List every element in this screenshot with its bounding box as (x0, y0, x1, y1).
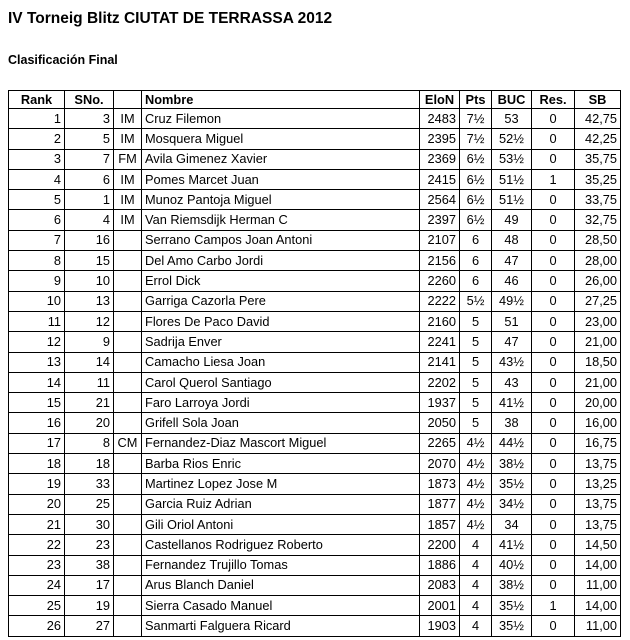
cell-buc: 34½ (492, 494, 532, 514)
header-res: Res. (532, 91, 575, 109)
cell-buc: 43 (492, 372, 532, 392)
cell-sb: 13,75 (575, 494, 621, 514)
cell-res: 0 (532, 372, 575, 392)
cell-name: Cruz Filemon (142, 109, 420, 129)
cell-rank: 3 (9, 149, 65, 169)
cell-buc: 41½ (492, 393, 532, 413)
cell-title (114, 514, 142, 534)
cell-sb: 13,75 (575, 454, 621, 474)
cell-sb: 23,00 (575, 311, 621, 331)
header-rank: Rank (9, 91, 65, 109)
cell-rank: 12 (9, 332, 65, 352)
cell-name: Barba Rios Enric (142, 454, 420, 474)
cell-sb: 21,00 (575, 332, 621, 352)
cell-sno: 30 (65, 514, 114, 534)
cell-sno: 19 (65, 596, 114, 616)
cell-name: Flores De Paco David (142, 311, 420, 331)
cell-title (114, 575, 142, 595)
cell-buc: 35½ (492, 596, 532, 616)
cell-sno: 20 (65, 413, 114, 433)
table-row (9, 393, 621, 413)
cell-name: Del Amo Carbo Jordi (142, 251, 420, 271)
cell-pts: 4 (460, 616, 492, 636)
cell-title (114, 332, 142, 352)
cell-name: Errol Dick (142, 271, 420, 291)
cell-pts: 6 (460, 251, 492, 271)
cell-elo: 2483 (420, 109, 460, 129)
cell-pts: 7½ (460, 109, 492, 129)
cell-rank: 20 (9, 494, 65, 514)
cell-rank: 16 (9, 413, 65, 433)
cell-title: IM (114, 129, 142, 149)
cell-res: 0 (532, 454, 575, 474)
cell-elo: 2265 (420, 433, 460, 453)
table-row (9, 575, 621, 595)
cell-name: Grifell Sola Joan (142, 413, 420, 433)
table-row (9, 352, 621, 372)
cell-sno: 18 (65, 454, 114, 474)
cell-title: IM (114, 109, 142, 129)
cell-title (114, 494, 142, 514)
cell-title (114, 271, 142, 291)
cell-elo: 2160 (420, 311, 460, 331)
cell-title (114, 291, 142, 311)
table-row (9, 372, 621, 392)
cell-res: 0 (532, 129, 575, 149)
header-buc: BUC (492, 91, 532, 109)
cell-name: Sanmarti Falguera Ricard (142, 616, 420, 636)
cell-title (114, 352, 142, 372)
cell-name: Munoz Pantoja Miguel (142, 190, 420, 210)
table-body (9, 109, 621, 637)
cell-title: IM (114, 169, 142, 189)
cell-pts: 4½ (460, 514, 492, 534)
cell-pts: 4 (460, 555, 492, 575)
cell-buc: 53½ (492, 149, 532, 169)
cell-res: 0 (532, 474, 575, 494)
cell-pts: 4 (460, 596, 492, 616)
cell-sb: 16,75 (575, 433, 621, 453)
cell-title: CM (114, 433, 142, 453)
table-row (9, 555, 621, 575)
cell-elo: 2369 (420, 149, 460, 169)
cell-pts: 5½ (460, 291, 492, 311)
cell-sb: 35,25 (575, 169, 621, 189)
cell-name: Serrano Campos Joan Antoni (142, 230, 420, 250)
cell-pts: 6½ (460, 190, 492, 210)
cell-res: 0 (532, 251, 575, 271)
cell-sb: 14,00 (575, 555, 621, 575)
cell-res: 0 (532, 514, 575, 534)
cell-pts: 6½ (460, 169, 492, 189)
cell-sb: 42,75 (575, 109, 621, 129)
cell-elo: 2156 (420, 251, 460, 271)
table-row (9, 535, 621, 555)
cell-res: 0 (532, 190, 575, 210)
cell-rank: 2 (9, 129, 65, 149)
cell-res: 0 (532, 311, 575, 331)
cell-sno: 6 (65, 169, 114, 189)
cell-rank: 25 (9, 596, 65, 616)
cell-rank: 11 (9, 311, 65, 331)
cell-elo: 1903 (420, 616, 460, 636)
cell-elo: 2107 (420, 230, 460, 250)
cell-name: Camacho Liesa Joan (142, 352, 420, 372)
cell-buc: 47 (492, 251, 532, 271)
cell-title (114, 535, 142, 555)
cell-elo: 1886 (420, 555, 460, 575)
cell-res: 0 (532, 616, 575, 636)
cell-elo: 1873 (420, 474, 460, 494)
cell-sno: 11 (65, 372, 114, 392)
table-row (9, 332, 621, 352)
cell-sb: 35,75 (575, 149, 621, 169)
cell-rank: 15 (9, 393, 65, 413)
table-row (9, 190, 621, 210)
cell-rank: 24 (9, 575, 65, 595)
cell-title (114, 251, 142, 271)
cell-name: Arus Blanch Daniel (142, 575, 420, 595)
cell-elo: 2141 (420, 352, 460, 372)
cell-buc: 53 (492, 109, 532, 129)
cell-name: Castellanos Rodriguez Roberto (142, 535, 420, 555)
cell-title (114, 372, 142, 392)
cell-rank: 4 (9, 169, 65, 189)
cell-sno: 16 (65, 230, 114, 250)
cell-name: Mosquera Miguel (142, 129, 420, 149)
cell-elo: 2222 (420, 291, 460, 311)
cell-elo: 2395 (420, 129, 460, 149)
cell-res: 1 (532, 169, 575, 189)
cell-elo: 2260 (420, 271, 460, 291)
cell-res: 0 (532, 291, 575, 311)
cell-buc: 38½ (492, 454, 532, 474)
cell-res: 1 (532, 596, 575, 616)
cell-sno: 38 (65, 555, 114, 575)
cell-rank: 26 (9, 616, 65, 636)
cell-res: 0 (532, 352, 575, 372)
cell-rank: 17 (9, 433, 65, 453)
cell-pts: 7½ (460, 129, 492, 149)
table-row (9, 514, 621, 534)
cell-sb: 14,00 (575, 596, 621, 616)
standings-table (8, 90, 621, 637)
cell-title (114, 311, 142, 331)
cell-buc: 44½ (492, 433, 532, 453)
cell-pts: 5 (460, 372, 492, 392)
header-title (114, 91, 142, 109)
cell-sno: 13 (65, 291, 114, 311)
cell-elo: 2200 (420, 535, 460, 555)
cell-sb: 33,75 (575, 190, 621, 210)
cell-sno: 27 (65, 616, 114, 636)
cell-rank: 14 (9, 372, 65, 392)
cell-rank: 21 (9, 514, 65, 534)
cell-sb: 21,00 (575, 372, 621, 392)
cell-name: Garriga Cazorla Pere (142, 291, 420, 311)
cell-sb: 27,25 (575, 291, 621, 311)
cell-buc: 41½ (492, 535, 532, 555)
cell-sb: 28,00 (575, 251, 621, 271)
cell-elo: 2241 (420, 332, 460, 352)
cell-sno: 8 (65, 433, 114, 453)
cell-title: IM (114, 210, 142, 230)
cell-pts: 6 (460, 230, 492, 250)
cell-sb: 42,25 (575, 129, 621, 149)
cell-pts: 6½ (460, 210, 492, 230)
cell-title (114, 413, 142, 433)
cell-rank: 13 (9, 352, 65, 372)
header-name: Nombre (142, 91, 420, 109)
cell-buc: 38 (492, 413, 532, 433)
cell-rank: 9 (9, 271, 65, 291)
table-row (9, 169, 621, 189)
cell-buc: 51½ (492, 169, 532, 189)
cell-res: 0 (532, 575, 575, 595)
cell-buc: 46 (492, 271, 532, 291)
cell-name: Fernandez-Diaz Mascort Miguel (142, 433, 420, 453)
cell-rank: 19 (9, 474, 65, 494)
table-row (9, 149, 621, 169)
cell-title (114, 230, 142, 250)
cell-sb: 11,00 (575, 616, 621, 636)
cell-sno: 1 (65, 190, 114, 210)
header-sb: SB (575, 91, 621, 109)
cell-title (114, 454, 142, 474)
cell-buc: 35½ (492, 616, 532, 636)
table-row (9, 129, 621, 149)
cell-rank: 1 (9, 109, 65, 129)
cell-sno: 17 (65, 575, 114, 595)
table-row (9, 230, 621, 250)
table-row (9, 109, 621, 129)
cell-res: 0 (532, 230, 575, 250)
cell-buc: 49½ (492, 291, 532, 311)
cell-name: Gili Oriol Antoni (142, 514, 420, 534)
table-row (9, 616, 621, 636)
cell-sb: 13,25 (575, 474, 621, 494)
table-row (9, 210, 621, 230)
cell-sb: 28,50 (575, 230, 621, 250)
cell-pts: 4½ (460, 433, 492, 453)
cell-name: Fernandez Trujillo Tomas (142, 555, 420, 575)
cell-buc: 51½ (492, 190, 532, 210)
cell-res: 0 (532, 555, 575, 575)
table-row (9, 271, 621, 291)
table-row (9, 311, 621, 331)
cell-res: 0 (532, 494, 575, 514)
cell-buc: 40½ (492, 555, 532, 575)
cell-rank: 6 (9, 210, 65, 230)
cell-elo: 1877 (420, 494, 460, 514)
table-row (9, 454, 621, 474)
cell-res: 0 (532, 433, 575, 453)
cell-sb: 13,75 (575, 514, 621, 534)
cell-elo: 2202 (420, 372, 460, 392)
cell-sno: 4 (65, 210, 114, 230)
cell-buc: 49 (492, 210, 532, 230)
cell-res: 0 (532, 393, 575, 413)
cell-buc: 43½ (492, 352, 532, 372)
cell-rank: 10 (9, 291, 65, 311)
cell-title (114, 596, 142, 616)
cell-elo: 1937 (420, 393, 460, 413)
table-row (9, 413, 621, 433)
cell-sno: 10 (65, 271, 114, 291)
cell-rank: 22 (9, 535, 65, 555)
table-row (9, 596, 621, 616)
cell-sno: 9 (65, 332, 114, 352)
cell-buc: 51 (492, 311, 532, 331)
cell-buc: 47 (492, 332, 532, 352)
cell-sb: 20,00 (575, 393, 621, 413)
header-pts: Pts (460, 91, 492, 109)
cell-rank: 8 (9, 251, 65, 271)
cell-res: 0 (532, 271, 575, 291)
table-row (9, 291, 621, 311)
document-title: IV Torneig Blitz CIUTAT DE TERRASSA 2012 (8, 10, 333, 27)
cell-sno: 23 (65, 535, 114, 555)
cell-sno: 21 (65, 393, 114, 413)
cell-sno: 3 (65, 109, 114, 129)
header-elo: EloN (420, 91, 460, 109)
cell-pts: 4 (460, 575, 492, 595)
cell-pts: 5 (460, 332, 492, 352)
cell-buc: 38½ (492, 575, 532, 595)
cell-sb: 32,75 (575, 210, 621, 230)
cell-name: Martinez Lopez Jose M (142, 474, 420, 494)
cell-pts: 6½ (460, 149, 492, 169)
table-row (9, 474, 621, 494)
cell-pts: 4½ (460, 494, 492, 514)
cell-buc: 52½ (492, 129, 532, 149)
cell-res: 0 (532, 109, 575, 129)
cell-pts: 5 (460, 352, 492, 372)
cell-title (114, 393, 142, 413)
cell-elo: 2083 (420, 575, 460, 595)
cell-res: 0 (532, 413, 575, 433)
cell-rank: 18 (9, 454, 65, 474)
cell-pts: 5 (460, 393, 492, 413)
cell-pts: 4½ (460, 474, 492, 494)
cell-rank: 5 (9, 190, 65, 210)
cell-pts: 5 (460, 311, 492, 331)
cell-sno: 7 (65, 149, 114, 169)
cell-res: 0 (532, 149, 575, 169)
cell-sb: 14,50 (575, 535, 621, 555)
cell-name: Pomes Marcet Juan (142, 169, 420, 189)
cell-elo: 1857 (420, 514, 460, 534)
cell-elo: 2397 (420, 210, 460, 230)
table-row (9, 433, 621, 453)
cell-buc: 34 (492, 514, 532, 534)
cell-sno: 15 (65, 251, 114, 271)
cell-res: 0 (532, 535, 575, 555)
cell-res: 0 (532, 332, 575, 352)
cell-sb: 26,00 (575, 271, 621, 291)
cell-sno: 14 (65, 352, 114, 372)
cell-rank: 7 (9, 230, 65, 250)
cell-elo: 2564 (420, 190, 460, 210)
cell-name: Faro Larroya Jordi (142, 393, 420, 413)
cell-elo: 2050 (420, 413, 460, 433)
cell-name: Sadrija Enver (142, 332, 420, 352)
document-subtitle: Clasificación Final (8, 53, 118, 67)
cell-title (114, 474, 142, 494)
cell-rank: 23 (9, 555, 65, 575)
cell-sno: 5 (65, 129, 114, 149)
cell-pts: 4 (460, 535, 492, 555)
cell-pts: 5 (460, 413, 492, 433)
header-sno: SNo. (65, 91, 114, 109)
table-row (9, 251, 621, 271)
cell-buc: 35½ (492, 474, 532, 494)
cell-sno: 33 (65, 474, 114, 494)
cell-title: IM (114, 190, 142, 210)
cell-sb: 18,50 (575, 352, 621, 372)
cell-elo: 2415 (420, 169, 460, 189)
cell-elo: 2070 (420, 454, 460, 474)
cell-name: Van Riemsdijk Herman C (142, 210, 420, 230)
cell-name: Avila Gimenez Xavier (142, 149, 420, 169)
cell-sb: 16,00 (575, 413, 621, 433)
cell-sb: 11,00 (575, 575, 621, 595)
cell-res: 0 (532, 210, 575, 230)
cell-pts: 4½ (460, 454, 492, 474)
cell-title: FM (114, 149, 142, 169)
cell-buc: 48 (492, 230, 532, 250)
cell-elo: 2001 (420, 596, 460, 616)
cell-sno: 12 (65, 311, 114, 331)
cell-sno: 25 (65, 494, 114, 514)
cell-name: Garcia Ruiz Adrian (142, 494, 420, 514)
cell-name: Sierra Casado Manuel (142, 596, 420, 616)
cell-title (114, 555, 142, 575)
table-row (9, 494, 621, 514)
cell-name: Carol Querol Santiago (142, 372, 420, 392)
header-row (9, 91, 621, 109)
cell-pts: 6 (460, 271, 492, 291)
cell-title (114, 616, 142, 636)
